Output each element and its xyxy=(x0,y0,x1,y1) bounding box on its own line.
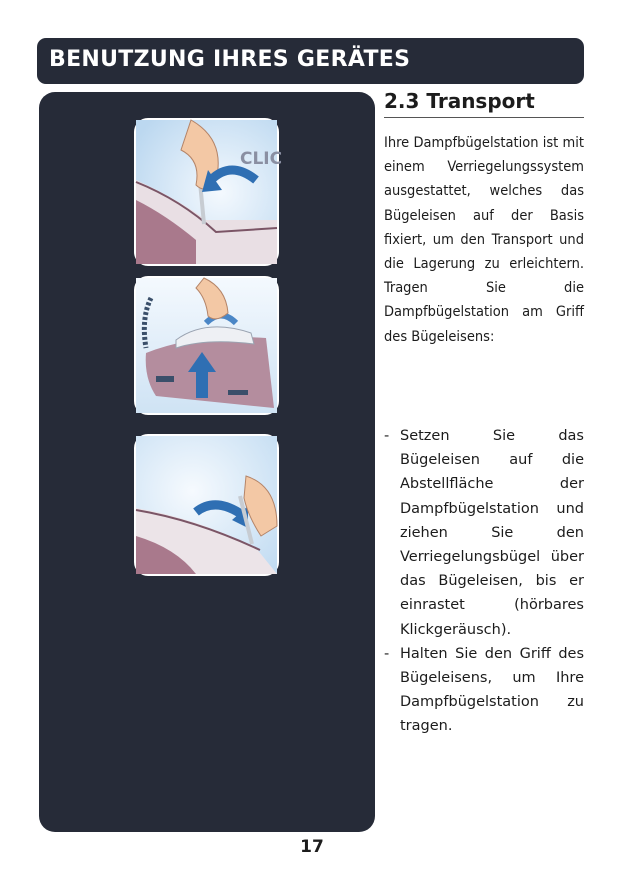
header-bar xyxy=(37,38,584,84)
clic-label: CLIC xyxy=(240,149,283,169)
page-heading: BENUTZUNG IHRES GERÄTES xyxy=(49,47,411,72)
carry-station-drawing xyxy=(136,278,277,413)
illustration-release-lever xyxy=(134,434,279,576)
illustration-lock-lever xyxy=(134,118,283,266)
list-item-text: Halten Sie den Griff des Bügeleisens, um Ihre Dampfbügelstation zu tragen. xyxy=(400,645,584,735)
list-item-text: Setzen Sie das Bügeleisen auf die Abstellfläche der Dampfbügelstation und ziehen Sie den Verriegelungsbügel über das Bügeleisen, bis er einrastet (hörbares Klickgeräusch). xyxy=(400,428,584,638)
release-lever-drawing xyxy=(136,436,277,574)
section-title: 2.3 Transport xyxy=(384,89,584,118)
page-number: 17 xyxy=(300,837,324,857)
list-item xyxy=(384,642,584,739)
list-dash: - xyxy=(384,428,390,444)
intro-paragraph: Ihre Dampfbügelstation ist mit einem Verriegelungssystem ausgestattet, welches das Bügeleisen auf der Basis fixiert, um den Transport und die Lagerung zu erleichtern. Tragen Sie die Dampfbügelstation am Griff des Bügeleisens: xyxy=(384,135,584,345)
list-item xyxy=(384,424,584,642)
instruction-list xyxy=(384,424,584,739)
illustration-carry-station xyxy=(134,276,279,415)
list-dash: - xyxy=(384,645,390,662)
lock-lever-drawing xyxy=(136,120,283,264)
